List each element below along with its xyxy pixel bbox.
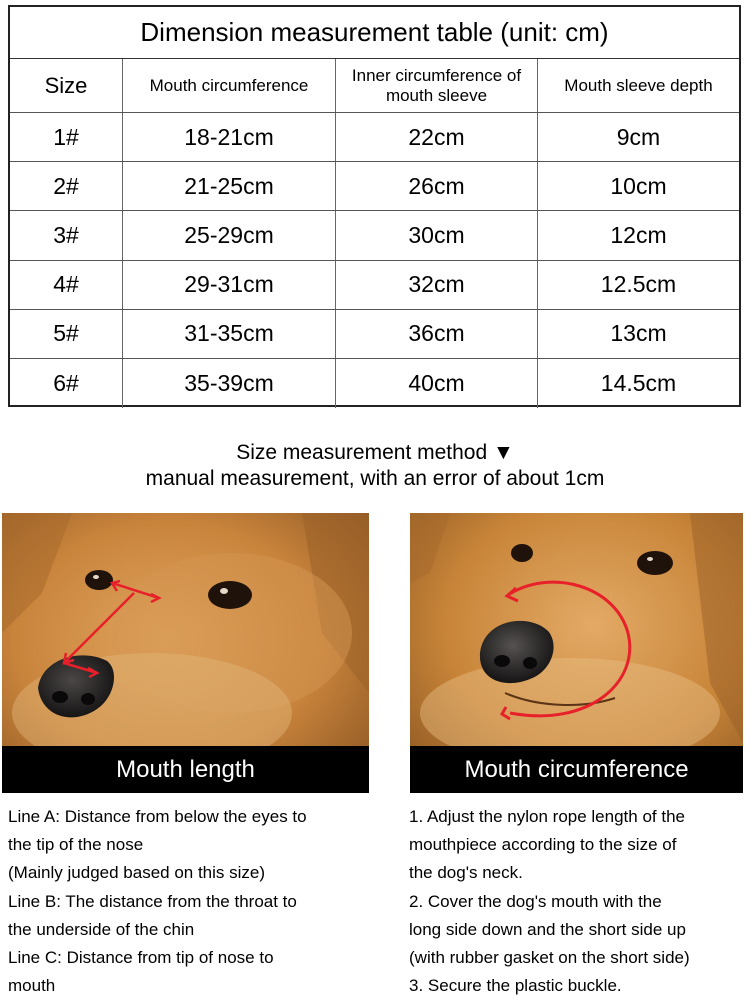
note-line: (Mainly judged based on this size) [8,863,266,883]
size-cell: 2# [10,162,123,210]
dog-eye-left [511,544,533,562]
depth-cell: 14.5cm [600,370,677,397]
size-cell: 1# [10,113,123,161]
inner-cell: 36cm [336,310,538,358]
mouth-cell: 18-21cm [123,113,336,161]
size-cell: 5# [10,310,123,358]
mouth-cell: 25-29cm [123,211,336,259]
note-line: the dog's neck. [409,863,523,883]
note-line: 3. Secure the plastic buckle. [409,976,622,996]
inner-cell: 40cm [336,359,538,408]
dog-eye-right [637,551,673,575]
measurement-method [0,440,750,492]
size-table [8,5,741,407]
mouth-circumference-caption: Mouth circumference [410,746,743,793]
size-cell: 3# [10,211,123,259]
depth-cell: 9cm [616,123,661,150]
inner-cell: 30cm [336,211,538,259]
note-line: mouth [8,976,56,996]
header-size: Size [10,59,123,112]
mouth-circumference-photo [410,513,743,793]
inner-cell: 32cm [336,261,538,309]
mouth-cell: 35-39cm [123,359,336,408]
dog-eye-right [208,581,252,609]
mouth-length-caption: Mouth length [2,746,369,793]
note-line: 1. Adjust the nylon rope length of the [409,807,685,826]
mouth-cell: 29-31cm [123,261,336,309]
note-line: long side down and the short side up [409,919,686,939]
table-header-row [10,59,739,113]
size-cell: 6# [10,359,123,408]
note-line: 2. Cover the dog's mouth with the [409,891,662,911]
table-row [10,162,739,211]
table-row [10,113,739,162]
table-title: Dimension measurement table (unit: cm) [10,7,739,59]
note-line: (with rubber gasket on the short side) [409,948,690,968]
table-row [10,261,739,310]
depth-cell: 12cm [610,221,667,248]
depth-cell: 13cm [610,320,667,347]
dog-eye-left [85,570,113,590]
mouth-cell: 21-25cm [123,162,336,210]
method-title: Size measurement method ▼ [236,441,514,464]
table-row [10,310,739,359]
mouth-length-notes [8,803,378,1000]
note-line: the tip of the nose [8,835,144,855]
depth-cell: 12.5cm [600,271,677,298]
depth-cell: 10cm [610,172,667,199]
mouth-length-photo [2,513,369,793]
mouth-circumference-notes [409,803,749,1000]
header-inner-circumference: Inner circumference of mouth sleeve [336,59,538,112]
mouth-cell: 31-35cm [123,310,336,358]
method-subtitle: manual measurement, with an error of about 1cm [145,467,605,490]
note-line: Line B: The distance from the throat to [8,891,297,911]
size-cell: 4# [10,261,123,309]
note-line: the underside of the chin [8,919,195,939]
header-mouth-circumference: Mouth circumference [123,59,336,112]
inner-cell: 26cm [336,162,538,210]
header-sleeve-depth: Mouth sleeve depth [564,75,713,95]
note-line: Line A: Distance from below the eyes to [8,807,307,826]
inner-cell: 22cm [336,113,538,161]
table-row [10,211,739,260]
note-line: Line C: Distance from tip of nose to [8,948,274,968]
note-line: mouthpiece according to the size of [409,835,677,855]
table-row [10,359,739,408]
